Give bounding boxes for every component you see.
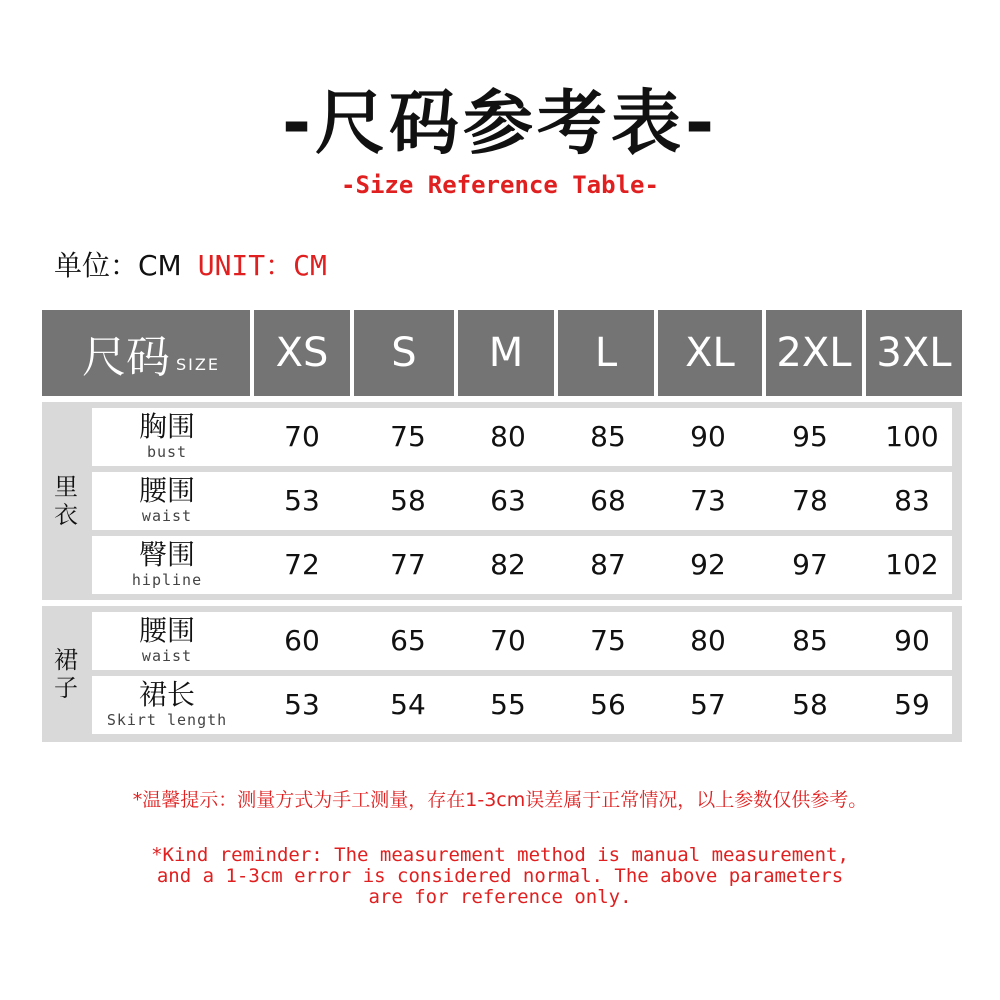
row-label: 胸围 bust: [138, 410, 195, 461]
cell-xs: 60: [284, 624, 320, 657]
reminder-cn: *温馨提示：测量方式为手工测量，存在1-3cm误差属于正常情况，以上参数仅供参考。: [132, 789, 868, 811]
group-top-label: 里 衣: [54, 473, 78, 529]
cell-xl: 80: [690, 624, 726, 657]
unit-line: [54, 246, 327, 286]
cell-2xl: 78: [792, 484, 828, 517]
cell-m: 82: [490, 548, 526, 581]
cell-m: 80: [490, 420, 526, 453]
reminder-en: *Kind reminder: The measurement method is manual measurement, and a 1-3cm error is considered normal. The above parameters are for reference only.: [151, 844, 849, 908]
header-size-cn: 尺码: [82, 332, 170, 383]
cell-xs: 53: [284, 688, 320, 721]
cell-3xl: 100: [885, 420, 939, 453]
cell-3xl: 102: [885, 548, 939, 581]
header-size-label: [42, 310, 250, 396]
unit-en: UNIT：CM: [197, 249, 327, 282]
header-size-xs: XS: [254, 310, 350, 396]
table-row: [92, 676, 952, 734]
cell-l: 75: [590, 624, 626, 657]
header-size-l: L: [558, 310, 654, 396]
group-top: [42, 402, 962, 600]
cell-m: 70: [490, 624, 526, 657]
group-skirt: [42, 606, 962, 742]
cell-s: 65: [390, 624, 426, 657]
header-size-xl: XL: [658, 310, 762, 396]
header-size-m: M: [458, 310, 554, 396]
cell-xs: 53: [284, 484, 320, 517]
cell-s: 75: [390, 420, 426, 453]
cell-2xl: 85: [792, 624, 828, 657]
cell-l: 56: [590, 688, 626, 721]
unit-cn: 单位：CM: [54, 249, 182, 282]
table-row: [92, 472, 952, 530]
cell-2xl: 95: [792, 420, 828, 453]
cell-s: 54: [390, 688, 426, 721]
row-label: 腰围 waist: [138, 614, 195, 665]
cell-s: 77: [390, 548, 426, 581]
table-row: [92, 408, 952, 466]
cell-l: 87: [590, 548, 626, 581]
cell-xl: 57: [690, 688, 726, 721]
cell-3xl: 83: [894, 484, 930, 517]
cell-xl: 92: [690, 548, 726, 581]
cell-2xl: 58: [792, 688, 828, 721]
cell-m: 55: [490, 688, 526, 721]
header-size-2xl: 2XL: [766, 310, 862, 396]
header-size-3xl: 3XL: [866, 310, 962, 396]
row-label: 腰围 waist: [138, 474, 195, 525]
row-label: 裙长 Skirt length: [106, 678, 228, 729]
size-header-row: [42, 310, 962, 396]
cell-l: 85: [590, 420, 626, 453]
page-subtitle: -Size Reference Table-: [341, 171, 659, 199]
cell-m: 63: [490, 484, 526, 517]
cell-3xl: 90: [894, 624, 930, 657]
cell-l: 68: [590, 484, 626, 517]
cell-xs: 72: [284, 548, 320, 581]
cell-3xl: 59: [894, 688, 930, 721]
row-label: 臀围 hipline: [131, 538, 203, 589]
table-row: [92, 536, 952, 594]
header-size-s: S: [354, 310, 454, 396]
header-size-en: SIZE: [176, 354, 220, 374]
group-skirt-label: 裙 子: [54, 646, 78, 702]
cell-xs: 70: [284, 420, 320, 453]
table-row: [92, 612, 952, 670]
cell-xl: 73: [690, 484, 726, 517]
cell-s: 58: [390, 484, 426, 517]
page-title: -尺码参考表-: [281, 82, 719, 164]
cell-2xl: 97: [792, 548, 828, 581]
cell-xl: 90: [690, 420, 726, 453]
